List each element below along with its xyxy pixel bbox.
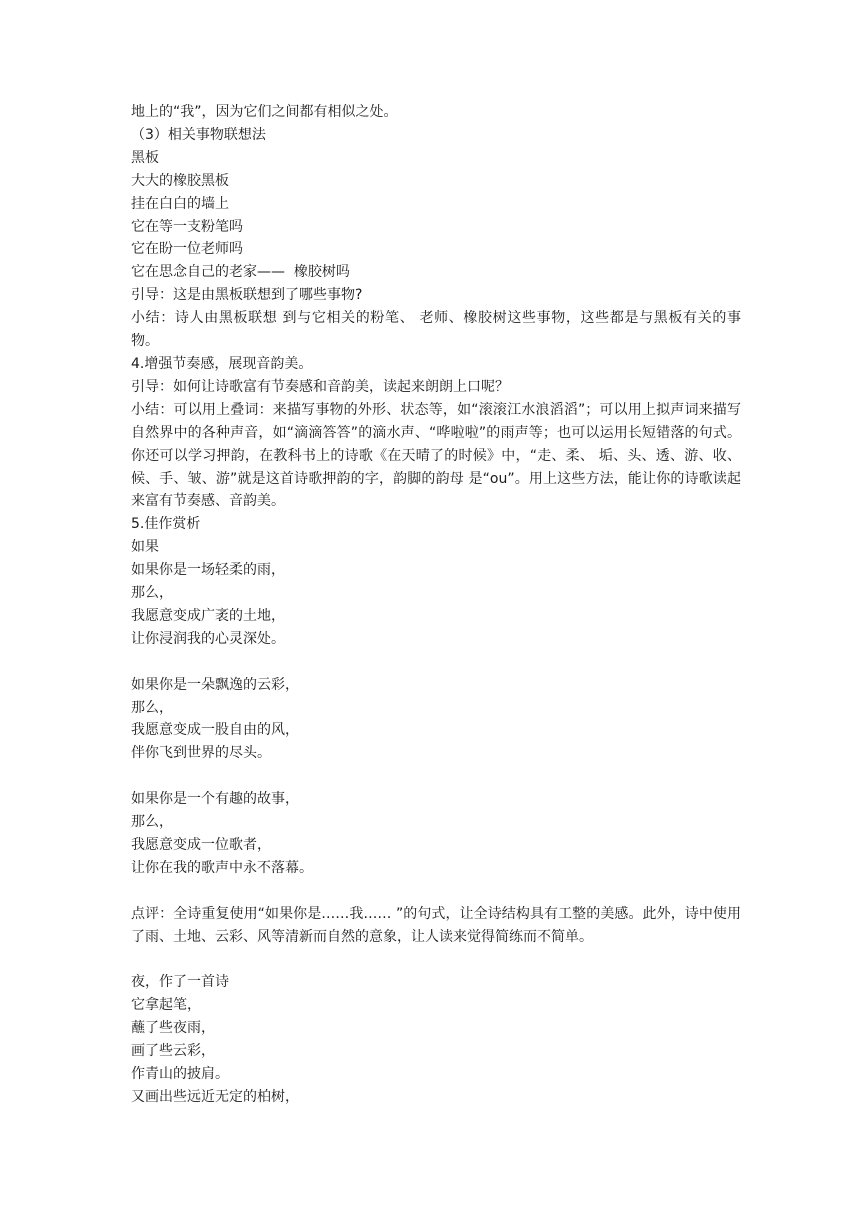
- document-body: [131, 101, 741, 1109]
- section-heading: （3）相关事物联想法: [131, 126, 266, 143]
- poem-line: 它在盼一位老师吗: [131, 241, 243, 258]
- poem-title: 夜，作了一首诗: [131, 974, 229, 991]
- summary-paragraph: 小结：可以用上叠词：来描写事物的外形、状态等，如“滚滚江水浪滔滔”；可以用上拟声词来描写自然界中的各种声音，如“滴滴答答”的滴水声、“哗啦啦”的雨声等；也可以运用长短错落的句式。你还可以学习押韵，在教科书上的诗歌《在天晴了的时候》中，“走、柔、 垢、头、透、游、收、候、手、皱、游”就是这首诗歌押韵的字，韵脚的韵母 是“ou”。用上这些方法，能让你的诗歌读起来富有节奏感、音韵美。: [131, 401, 741, 510]
- poem-line: 我愿意变成一位歌者，: [131, 836, 271, 853]
- text-line: 地上的“我”，因为它们之间都有相似之处。: [131, 104, 398, 120]
- poem-line: 它在思念自己的老家—— 橡胶树吗: [131, 264, 350, 281]
- guide-text: 引导：如何让诗歌富有节奏感和音韵美，读起来朗朗上口呢？: [131, 378, 509, 395]
- summary-paragraph: 小结：诗人由黑板联想 到与它相关的粉笔、 老师、橡胶树这些事物，这些都是与黑板有关的事物。: [131, 310, 741, 350]
- poem-line: 那么，: [131, 699, 173, 716]
- section-heading: 5.佳作赏析: [131, 516, 201, 533]
- poem-line: 大大的橡胶黑板: [131, 172, 229, 189]
- poem-line: 它拿起笔，: [131, 997, 201, 1014]
- commentary-paragraph: 点评：全诗重复使用“如果你是……我…… ”的句式，让全诗结构具有工整的美感。此外，诗中使用了雨、土地、云彩、风等清新而自然的意象，让人读来觉得简练而不简单。: [131, 905, 741, 945]
- poem-title: 如果: [131, 539, 159, 556]
- guide-text: 引导：这是由黑板联想到了哪些事物?: [131, 287, 363, 304]
- poem-line: 画了些云彩，: [131, 1043, 215, 1060]
- poem-title: 黑板: [131, 149, 159, 166]
- poem-line: 伴你飞到世界的尽头。: [131, 745, 271, 762]
- poem-line: 让你浸润我的心灵深处。: [131, 630, 285, 647]
- blank-line: [131, 765, 741, 788]
- poem-line: 作青山的披肩。: [131, 1066, 229, 1082]
- poem-line: 它在等一支粉笔吗: [131, 218, 243, 235]
- blank-line: [131, 651, 741, 674]
- poem-line: 那么，: [131, 585, 173, 602]
- poem-line: 又画出些远近无定的柏树，: [131, 1088, 299, 1105]
- section-heading: 4.增强节奏感，展现音韵美。: [131, 355, 313, 372]
- poem-line: 我愿意变成一股自由的风，: [131, 722, 299, 739]
- poem-line: 挂在白白的墙上: [131, 195, 229, 212]
- poem-line: 那么，: [131, 814, 173, 831]
- poem-line: 我愿意变成广袤的土地，: [131, 607, 285, 624]
- poem-line: 让你在我的歌声中永不落幕。: [131, 859, 313, 876]
- poem-line: 如果你是一个有趣的故事，: [131, 791, 299, 808]
- poem-line: 蘸了些夜雨，: [131, 1020, 215, 1037]
- blank-line: [131, 880, 741, 903]
- blank-line: [131, 948, 741, 971]
- poem-line: 如果你是一朵飘逸的云彩，: [131, 676, 299, 693]
- poem-line: 如果你是一场轻柔的雨，: [131, 562, 285, 579]
